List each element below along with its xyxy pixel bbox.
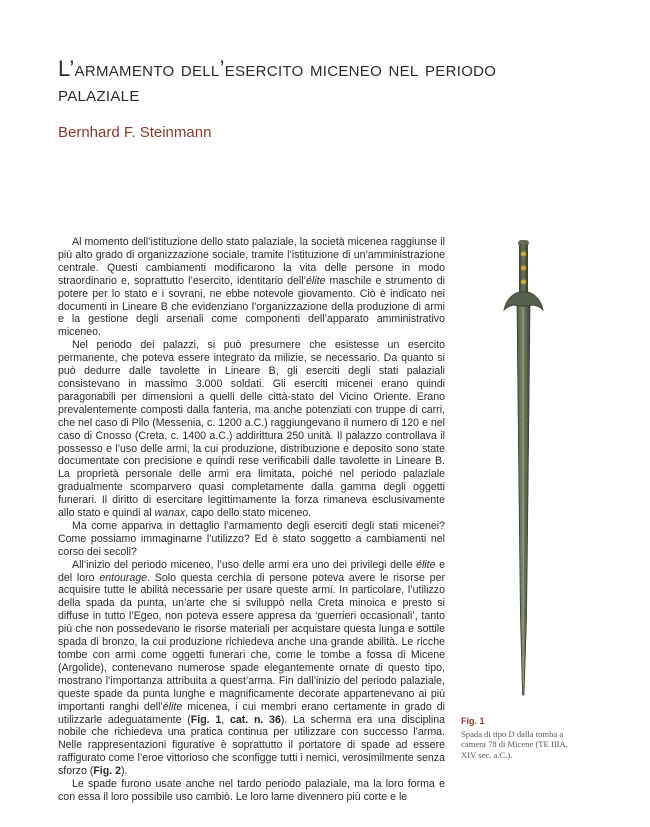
figure-caption-text: Spada di tipo D dalla tomba a camera 78 di Micene (TE IIIA, XIV sec. a.C.). (461, 728, 568, 760)
paragraph: Nel periodo dei palazzi, si può presumere che esistesse un esercito permanente, che poteva essere integrato da milizie, se necessario. Da quanto si può dedurre dalle tavolette in Lineare B, gli eserciti degli stati palaziali consistevano in massimo 3.000 soldati. Gli eserciti micenei erano quindi paragonabili per dimensioni a quelli delle città-stato del Vicino Oriente. Erano prevalentemente composti dalla fanteria, ma anche potenziati con truppe di carri, che nel caso di Pilo (Messenia, c. 1200 a.C.) raggiungevano il numero di 120 e nel caso di Cnosso (Creta, c. 1400 a.C.) addirittura 250 unità. Il palazzo controllava il possesso e l’uso delle armi, la cui produzione, distribuzione e deposito sono state documentate con precisione e quindi rese verificabili dalle tavolette in Lineare B. La proprietà personale delle armi era limitata, poiché nel periodo palaziale gradualmente scomparvero quasi completamente dalla gamma degli oggetti funerari. Il diritto di esercitare legittimamente la forza rimaneva esclusivamente allo stato e quindi al wanax, capo dello stato miceneo. (58, 339, 445, 520)
sword-illustration (500, 240, 550, 700)
paragraph: Ma come appariva in dettaglio l’armamento degli eserciti degli stati micenei? Come possiamo immaginarne l’utilizzo? Ed è stato soggetto a cambiamenti nel corso dei secoli? (58, 519, 445, 558)
paragraph: Al momento dell’istituzione dello stato palaziale, la società micenea raggiunse il più alto grado di organizzazione sociale, tramite l’istituzione di un’amministrazione centrale. Questi cambiamenti modificarono la vita delle persone in modo straordinario e, soprattutto l’esercito, identitario dell’élite maschile e strumento di potere per lo stato e i sovrani, ne ebbe notevole giovamento. Ciò è indicato nei documenti in Lineare B che evidenziano l’organizzazione della produzione di armi e la gestione degli arsenali come componenti dell’apparato amministrativo miceneo. (58, 236, 445, 339)
article-body (58, 236, 445, 804)
figure-label: Fig. 1 (461, 716, 485, 726)
bronze-sword-image (500, 240, 550, 700)
paragraph: Le spade furono usate anche nel tardo periodo palaziale, ma la loro forma e con essa il loro possibile uso cambiò. Le loro lame divennero più corte e le (58, 778, 445, 803)
catalogue-reference: cat. n. 36 (229, 713, 281, 726)
author-name: Bernhard F. Steinmann (58, 124, 212, 141)
figure-caption (461, 716, 581, 760)
paragraph: All’inizio del periodo miceneo, l’uso delle armi era uno dei privilegi delle élite e del loro entourage. Solo questa cerchia di persone poteva avere le risorse per acquisire tutte le abilità necessarie per usare queste armi. In particolare, l’utilizzo della spada da punta, un’arte che si sviluppò nella Creta minoica e presto si diffuse in tutto l’Egeo, non poteva essere appresa da ‘guerrieri occasionali’, tanto più che non possedevano le risorse materiali per acquistare questa lunga e sottile spada di bronzo, la cui produzione richiedeva anche una grande abilità. Le ricche tombe con armi come oggetti funerari che, come le tombe a fossa di Micene (Argolide), contenevano numerose spade elegantemente ornate di questo tipo, mostrano l’importanza attribuita a quest’arma. Fin dall’inizio del periodo palaziale, queste spade da punta lunghe e magnificamente decorate appartenevano ai più importanti ranghi dell’élite micenea, i cui membri erano certamente in grado di utilizzarle adeguatamente (Fig. 1, cat. n. 36). La scherma era una disciplina nobile che richiedeva una pratica continua per utilizzare con successo l’arma. Nelle rappresentazioni figurative è soprattutto il portatore di spade ad essere raffigurato come l’eroe vittorioso che sconfigge tutti i nemici, verosimilmente senza sforzo (Fig. 2). (58, 558, 446, 778)
figure-reference: Fig. 1 (190, 713, 222, 726)
figure-reference: Fig. 2 (93, 765, 121, 778)
article-title: L’armamento dell’esercito miceneo nel periodo palaziale (58, 56, 497, 106)
